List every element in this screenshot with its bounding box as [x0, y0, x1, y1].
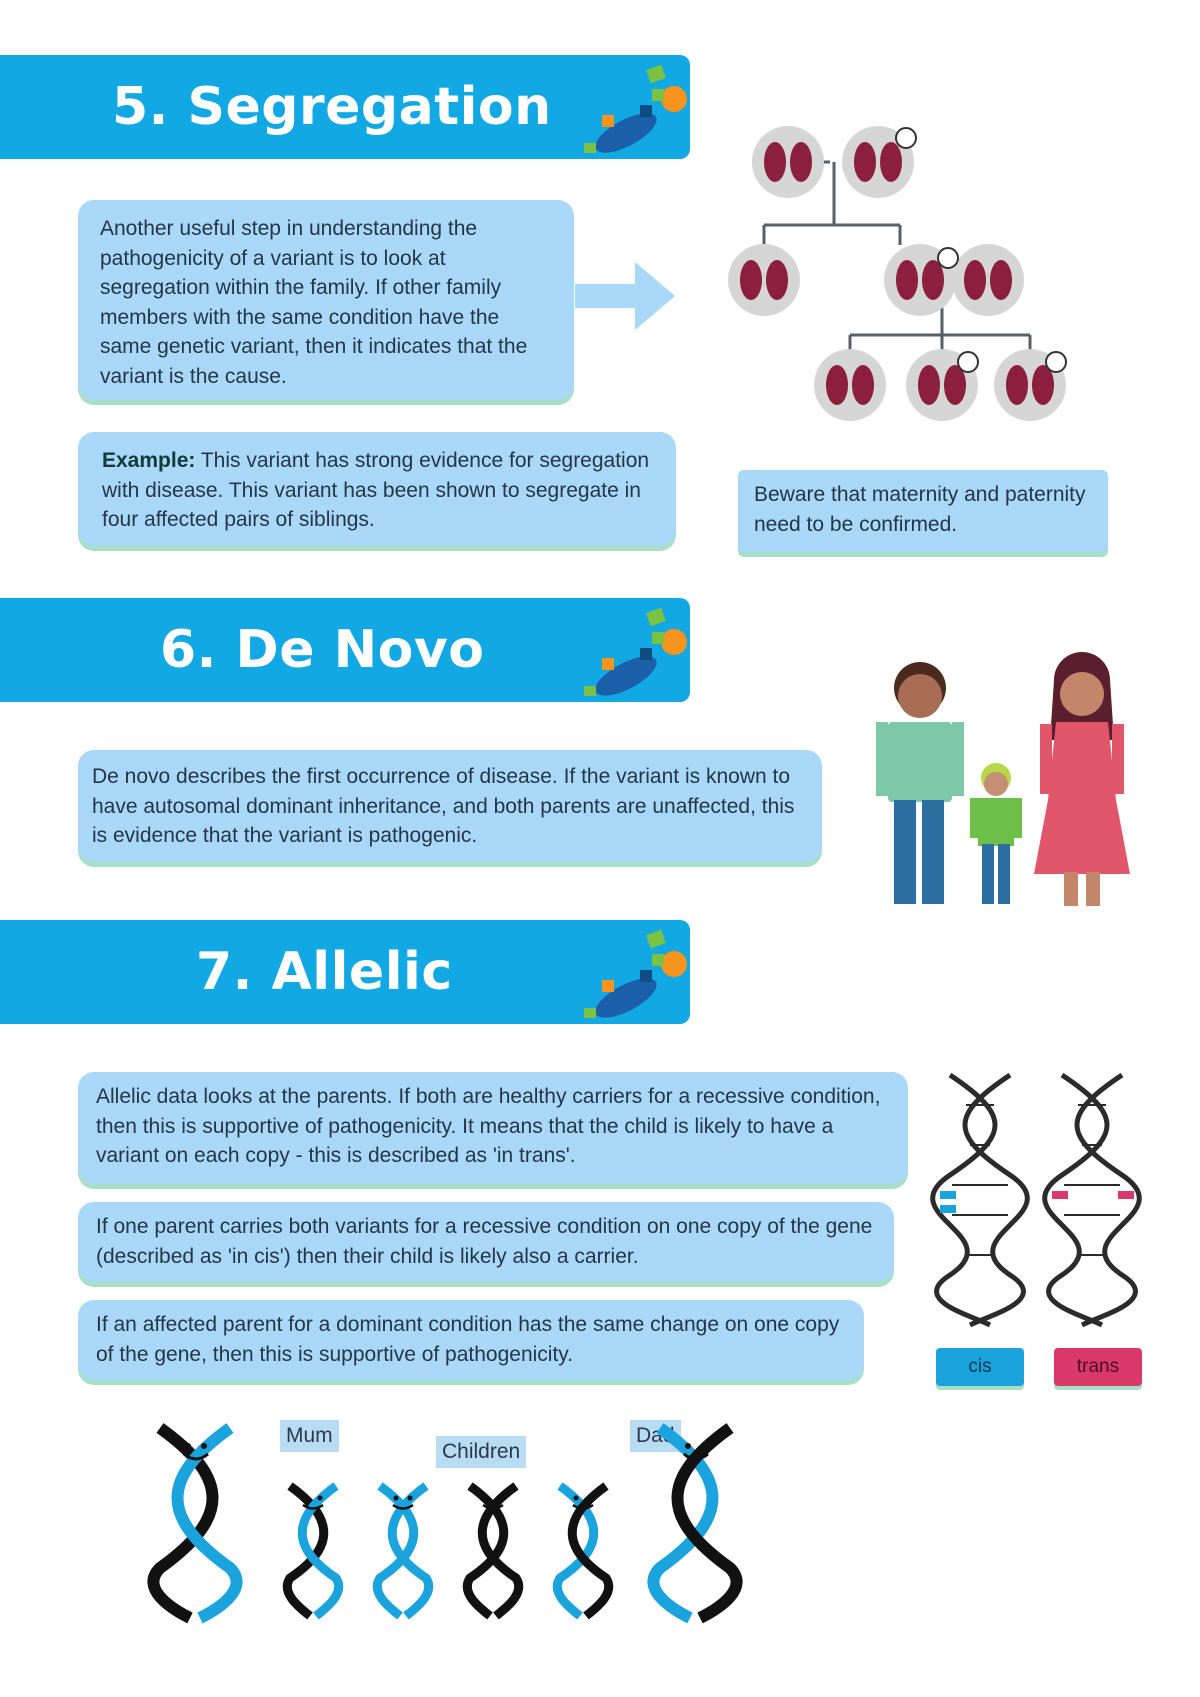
legend-cis-label: cis: [968, 1356, 992, 1377]
maternity-note: Beware that maternity and paternity need to be confirmed.: [754, 483, 1086, 536]
allelic-title: 7. Allelic: [196, 942, 453, 1002]
mum-dna-icon: [153, 1428, 236, 1618]
pedigree-diagram: [720, 110, 1080, 430]
segregation-banner: [0, 55, 690, 159]
child-dna-icon: [557, 1486, 608, 1616]
dad-dna-icon: [653, 1428, 736, 1618]
segregation-body: Another useful step in understanding the pathogenicity of a variant is to look at segregation within the family. If other family members with the same condition have the same genetic variant, then it indicates that the variant is the cause.: [100, 217, 528, 388]
label-dad: Dad: [630, 1420, 681, 1452]
allelic-box3-text: If an affected parent for a dominant condition has the same change on one copy of the gene, then this is supportive of pathogenicity.: [96, 1313, 840, 1366]
de-novo-body: De novo describes the first occurrence of disease. If the variant is known to have autosomal dominant inheritance, and both parents are unaffected, this is evidence that the variant is pathogenic.: [92, 765, 795, 847]
family-illustration: [868, 660, 1128, 910]
child-dna-icon: [377, 1486, 428, 1616]
legend-trans: [1054, 1348, 1142, 1386]
legend-trans-label: trans: [1076, 1356, 1120, 1377]
allelic-box2-text: If one parent carries both variants for a recessive condition on one copy of the gene (described as 'in cis') then their child is likely also a carrier.: [96, 1215, 873, 1268]
allelic-box-cis: [78, 1202, 894, 1282]
right-arrow-icon: [575, 256, 685, 336]
cis-trans-helices: [930, 1075, 1160, 1325]
de-novo-title: 6. De Novo: [160, 620, 485, 680]
de-novo-banner: [0, 598, 690, 702]
segregation-text-box: [78, 200, 574, 400]
de-novo-text-box: [78, 750, 822, 862]
dna-decoration-icon: [570, 920, 690, 1024]
allelic-box-trans: [78, 1072, 908, 1184]
dna-family-illustration: [140, 1418, 840, 1628]
dna-decoration-icon: [570, 598, 690, 702]
allelic-box-dominant: [78, 1300, 864, 1380]
child-dna-icon: [287, 1486, 338, 1616]
legend-cis: [936, 1348, 1024, 1386]
child-dna-icon: [467, 1486, 518, 1616]
allelic-banner: [0, 920, 690, 1024]
allelic-box1-text: Allelic data looks at the parents. If both are healthy carriers for a recessive condition, then this is supportive of pathogenicity. It means that the child is likely to have a variant on each copy - this is described as 'in trans'.: [96, 1085, 881, 1167]
maternity-note-box: [738, 470, 1108, 552]
label-mum: Mum: [280, 1420, 339, 1452]
dna-decoration-icon: [570, 55, 690, 159]
example-label: Example:: [102, 449, 196, 472]
segregation-example-box: [78, 432, 676, 546]
example-text: This variant has strong evidence for segregation with disease. This variant has been shown to segregate in four affected pairs of siblings.: [102, 449, 650, 531]
segregation-title: 5. Segregation: [112, 77, 552, 137]
label-children: Children: [436, 1436, 526, 1468]
